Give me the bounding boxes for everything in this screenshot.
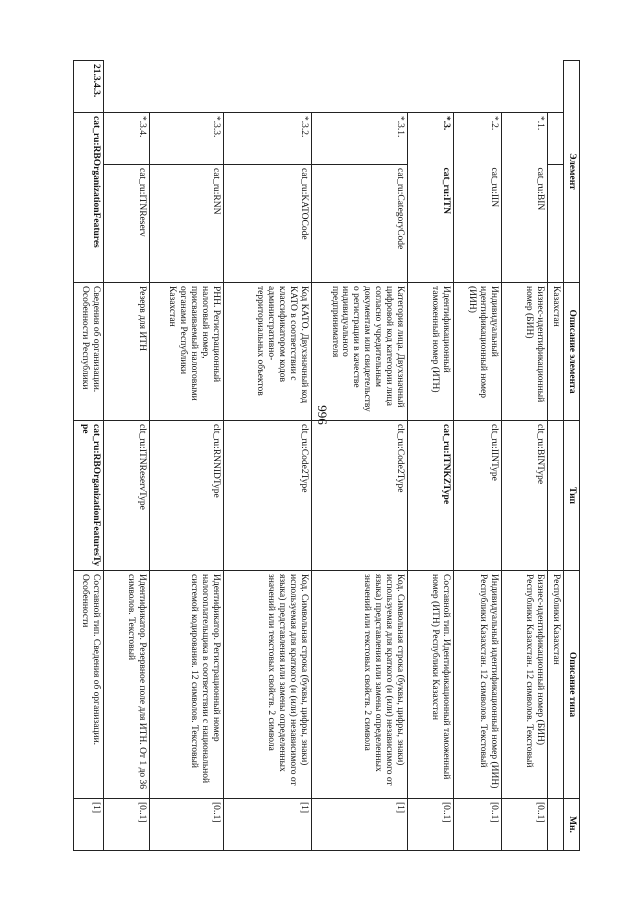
cell-elem-desc: Резерв для ИТН (104, 283, 150, 421)
cell-element: cat_ru:RNN (150, 165, 224, 283)
cell-type: clt_ru:RNNIDType (150, 421, 224, 571)
cell-elem-desc: Казахстан (548, 283, 564, 421)
cell-sub-num: *.3.1. (312, 113, 408, 165)
cell-num: *.2. (454, 113, 502, 165)
cell-sub-num: *.3.3. (150, 113, 224, 165)
cell-mult: [0..1] (150, 799, 224, 851)
cell-elem-desc: Индивидуальный идентификационный номер (ИИН) (454, 283, 502, 421)
table-row (408, 61, 454, 851)
cell-elem-desc: Категория лица. Двухзначный цифровой код категории лица согласно учредительным документам или свидетельству о регистрации в качестве индивидуального предпринимателя (312, 283, 408, 421)
cell-type-desc: Идентификатор. Регистрационный номер налогоплательщика в соответствии с национальной системой кодирования. 12 символов. Текстовый (150, 571, 224, 799)
cell-type-desc: Код. Символьная строка (буквы, цифры, знаки) используемая для краткого (и (или) независимого от языка) представления или замены определенных значений или текстовых свойств. 2 символа (312, 571, 408, 799)
table-row (454, 61, 502, 851)
cell-type-desc: Идентификатор. Резервное поле для ИТН. От 1 до 36 символов. Текстовый (104, 571, 150, 799)
cell-type-desc: Составной тип. Сведения об организации. Особенности (74, 571, 104, 799)
cell-mult: [0..1] (104, 799, 150, 851)
cell-element: cat_ru:BIN (502, 165, 548, 283)
cell-type: clt_ru:IINType (454, 421, 502, 571)
header-type-desc: Описание типа (564, 571, 580, 799)
cell-type-desc: Составной тип. Идентификационный таможенный номер (ИТН) Республики Казахстан (408, 571, 454, 799)
cell-mult: [0..1] (408, 799, 454, 851)
cell-sub-num: *.3.4. (104, 113, 150, 165)
header-type: Тип (564, 421, 580, 571)
cell-element: cat_ru:RBOrganizationFeatures (74, 113, 104, 283)
header-element: Элемент (564, 61, 580, 283)
cell-type: clt_ru:ITNReservType (104, 421, 150, 571)
cell-element: cat_ru:KATOCode (224, 165, 312, 283)
cell-type-desc: Бизнес-идентификационный номер (БИН) Республики Казахстан. 12 символов. Текстовый (502, 571, 548, 799)
rotated-table (80, 60, 580, 850)
cell-elem-desc: Код КАТО. Двухзначный код КАТО в соответствии с классификатором кодов административно-территориальных объектов (224, 283, 312, 421)
cell-type: cat_ru:ITNKZType (408, 421, 454, 571)
cell-num: 21.3.4.3. (74, 61, 104, 113)
header-element-desc: Описание элемента (564, 283, 580, 421)
cell-mult: [1] (224, 799, 312, 851)
cell-element: cat_ru:IIN (454, 165, 502, 283)
table-row (224, 61, 312, 851)
cell-element: cat_ru:ITN (408, 165, 454, 283)
cell-element: cat_ru:CategoryCode (312, 165, 408, 283)
cell-elem-desc: РНН. Регистрационный налоговый номер, присваиваемый налоговыми органами Республики Казахстан (150, 283, 224, 421)
cell-element: cat_ru:ITNReserv (104, 165, 150, 283)
table-row (312, 61, 408, 851)
cell-type (548, 421, 564, 571)
table-container (80, 60, 580, 850)
table-row (104, 61, 150, 851)
page-number: 996 (315, 405, 330, 425)
table-row (74, 61, 104, 851)
cell-mult: [1] (74, 799, 104, 851)
cell-mult: [1] (312, 799, 408, 851)
spec-table (73, 60, 580, 851)
cell-num: *.3. (408, 113, 454, 165)
cell-sub-num: *.3.2. (224, 113, 312, 165)
table-row (150, 61, 224, 851)
cell-type: cat_ru:RBOrganizationFeaturesType (74, 421, 104, 571)
cell-mult: [0..1] (502, 799, 548, 851)
cell-type: clt_ru:Code2Type (224, 421, 312, 571)
cell-num: *.1. (502, 113, 548, 165)
cell-elem-desc: Сведения об организации. Особенности Республики (74, 283, 104, 421)
header-row (564, 61, 580, 851)
cell-type-desc: Код. Символьная строка (буквы, цифры, знаки) используемая для краткого (и (или) независимого от языка) представления или замены определенных значений или текстовых свойств. 2 символа (224, 571, 312, 799)
cell-type-desc: Республики Казахстан (548, 571, 564, 799)
cell-mult (548, 799, 564, 851)
table-row (502, 61, 548, 851)
cell-type-desc: Индивидуальный идентификационный номер (ИИН) Республики Казахстан. 12 символов. Текстовый (454, 571, 502, 799)
table-row (548, 61, 564, 851)
cell-mult: [0..1] (454, 799, 502, 851)
cell-type: clt_ru:Code2Type (312, 421, 408, 571)
cell-type: clt_ru:BINType (502, 421, 548, 571)
cell-elem-desc: Бизнес-идентификационный номер (БИН) (502, 283, 548, 421)
cell-elem-desc: Идентификационный таможенный номер (ИТН) (408, 283, 454, 421)
header-mult: Мн. (564, 799, 580, 851)
